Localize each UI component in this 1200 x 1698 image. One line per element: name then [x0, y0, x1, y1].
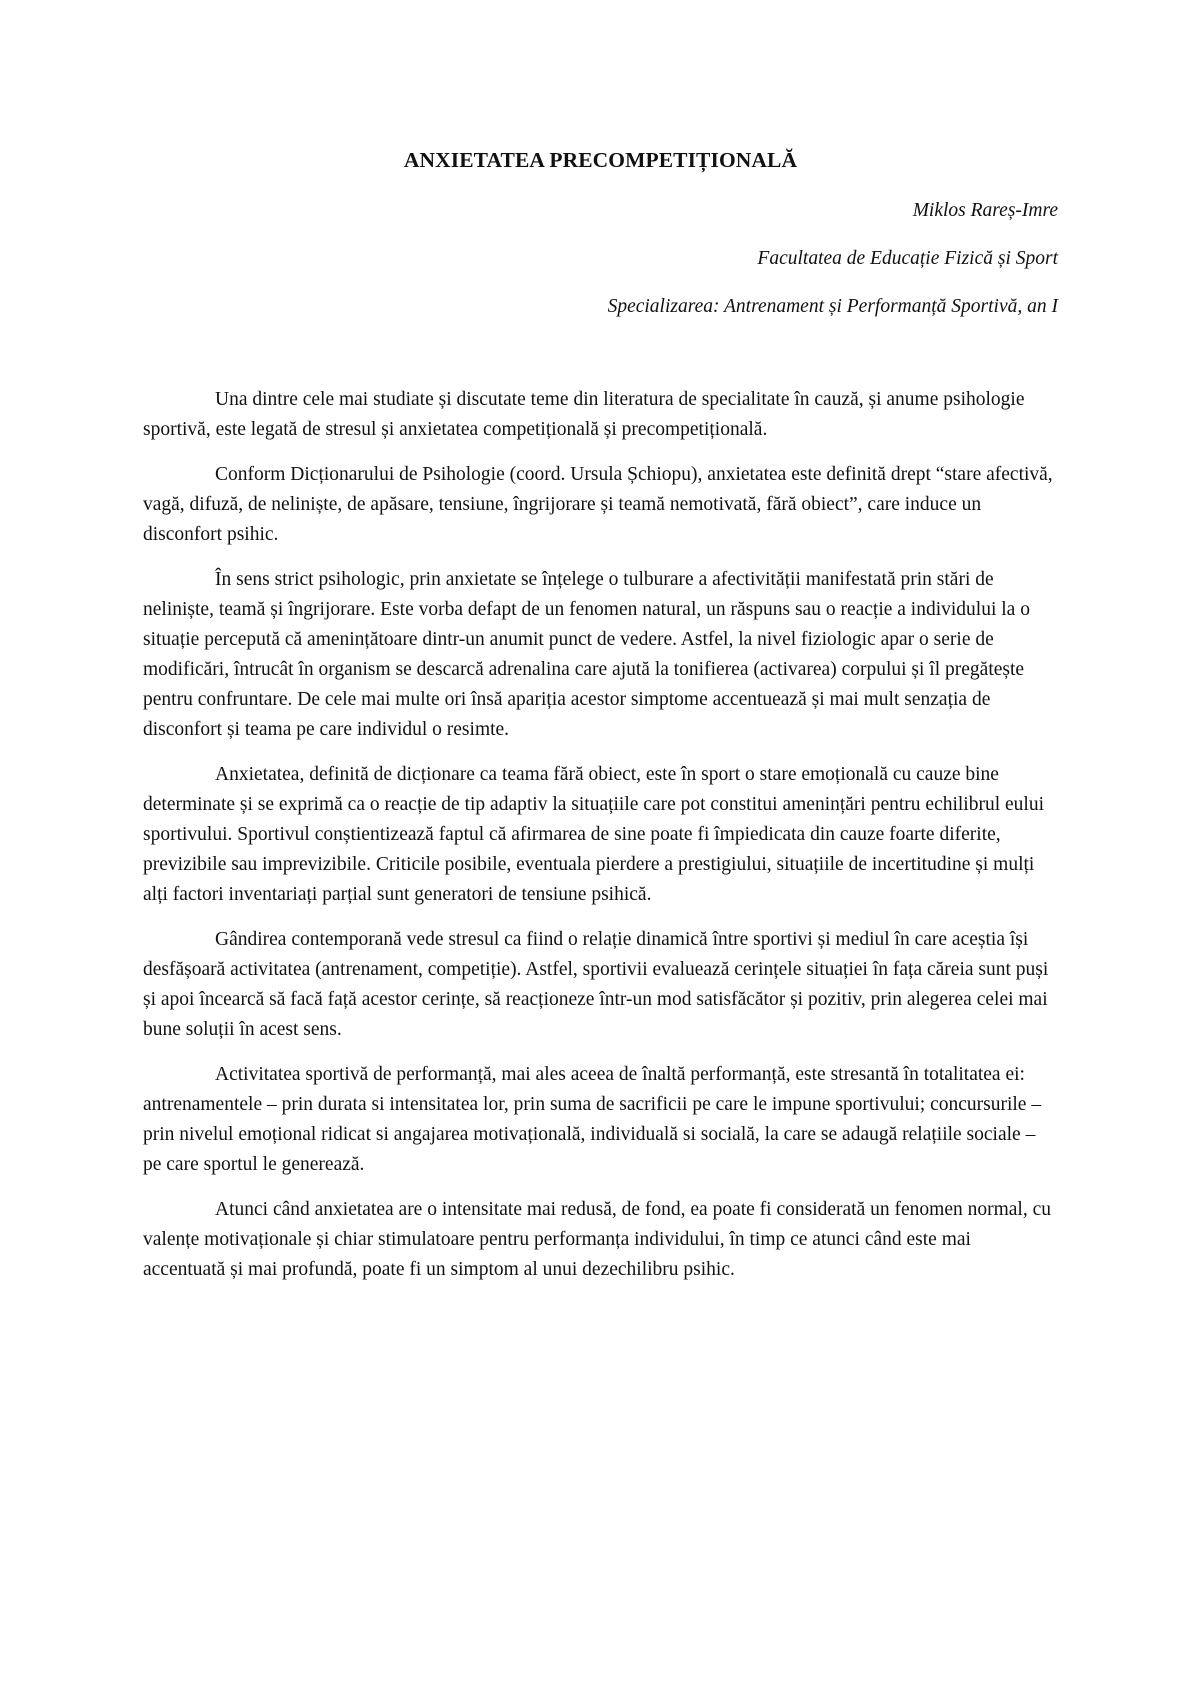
paragraph: Una dintre cele mai studiate și discutate teme din literatura de specialitate în cauză, și anume psihologie sportivă, este legată de stresul și anxietatea competițională și precompetițională. — [143, 389, 1025, 440]
paragraph: Anxietatea, definită de dicționare ca teama fără obiect, este în sport o stare emoțională cu cauze bine determinate și se exprimă ca o reacție de tip adaptiv la situațiile care pot constitui amenințări pentru echilibrul eului sportivului. Sportivul conștientizează faptul că afirmarea de sine poate fi împiedicata din cauze foarte diferite, previzibile sau imprevizibile. Criticile posibile, eventuala pierdere a prestigiului, situațiile de incertitudine și mulți alți factori inventariați parțial sunt generatori de tensiune psihică. — [143, 764, 1044, 905]
author-name: Miklos Rareș-Imre — [912, 200, 1058, 221]
document-page — [143, 140, 1058, 1300]
body-text — [143, 385, 1058, 1285]
faculty-name: Facultatea de Educație Fizică și Sport — [757, 248, 1058, 269]
specialization: Specializarea: Antrenament și Performanță Sportivă, an I — [607, 296, 1058, 317]
document-title: ANXIETATEA PRECOMPETIȚIONALĂ — [403, 148, 798, 172]
paragraph: Activitatea sportivă de performanță, mai ales aceea de înaltă performanță, este stresantă în totalitatea ei: antrenamentele – prin durata si intensitatea lor, prin suma de sacrificii pe care le impune sportivului; concursurile – prin nivelul emoțional ridicat si angajarea motivațională, individuală si socială, la care se adaugă relațiile sociale – pe care sportul le generează. — [143, 1064, 1042, 1175]
paragraph: Conform Dicționarului de Psihologie (coord. Ursula Șchiopu), anxietatea este definită drept “stare afectivă, vagă, difuză, de neliniște, de apăsare, tensiune, îngrijorare și teamă nemotivată, fără obiect”, care induce un disconfort psihic. — [143, 464, 1053, 545]
paragraph: Atunci când anxietatea are o intensitate mai redusă, de fond, ea poate fi considerată un fenomen normal, cu valențe motivaționale și chiar stimulatoare pentru performanța individului, în timp ce atunci când este mai accentuată și mai profundă, poate fi un simptom al unui dezechilibru psihic. — [143, 1199, 1051, 1280]
paragraph: Gândirea contemporană vede stresul ca fiind o relație dinamică între sportivi și mediul în care aceștia își desfășoară activitatea (antrenament, competiție). Astfel, sportivii evaluează cerințele situației în fața căreia sunt puși și apoi încearcă să facă față acestor cerințe, să reacționeze într-un mod satisfăcător și pozitiv, prin alegerea celei mai bune soluții în acest sens. — [143, 929, 1049, 1040]
author-block — [143, 187, 1058, 331]
paragraph: În sens strict psihologic, prin anxietate se înțelege o tulburare a afectivității manifestată prin stări de neliniște, teamă și îngrijorare. Este vorba defapt de un fenomen natural, un răspuns sau o reacție a individului la o situație percepută că amenințătoare dintr-un anumit punct de vedere. Astfel, la nivel fiziologic apar o serie de modificări, întrucât în organism se descarcă adrenalina care ajută la tonifierea (activarea) corpului și îl pregătește pentru confruntare. De cele mai multe ori însă apariția acestor simptome accentuează și mai mult senzația de disconfort și teama pe care individul o resimte. — [143, 569, 1030, 740]
